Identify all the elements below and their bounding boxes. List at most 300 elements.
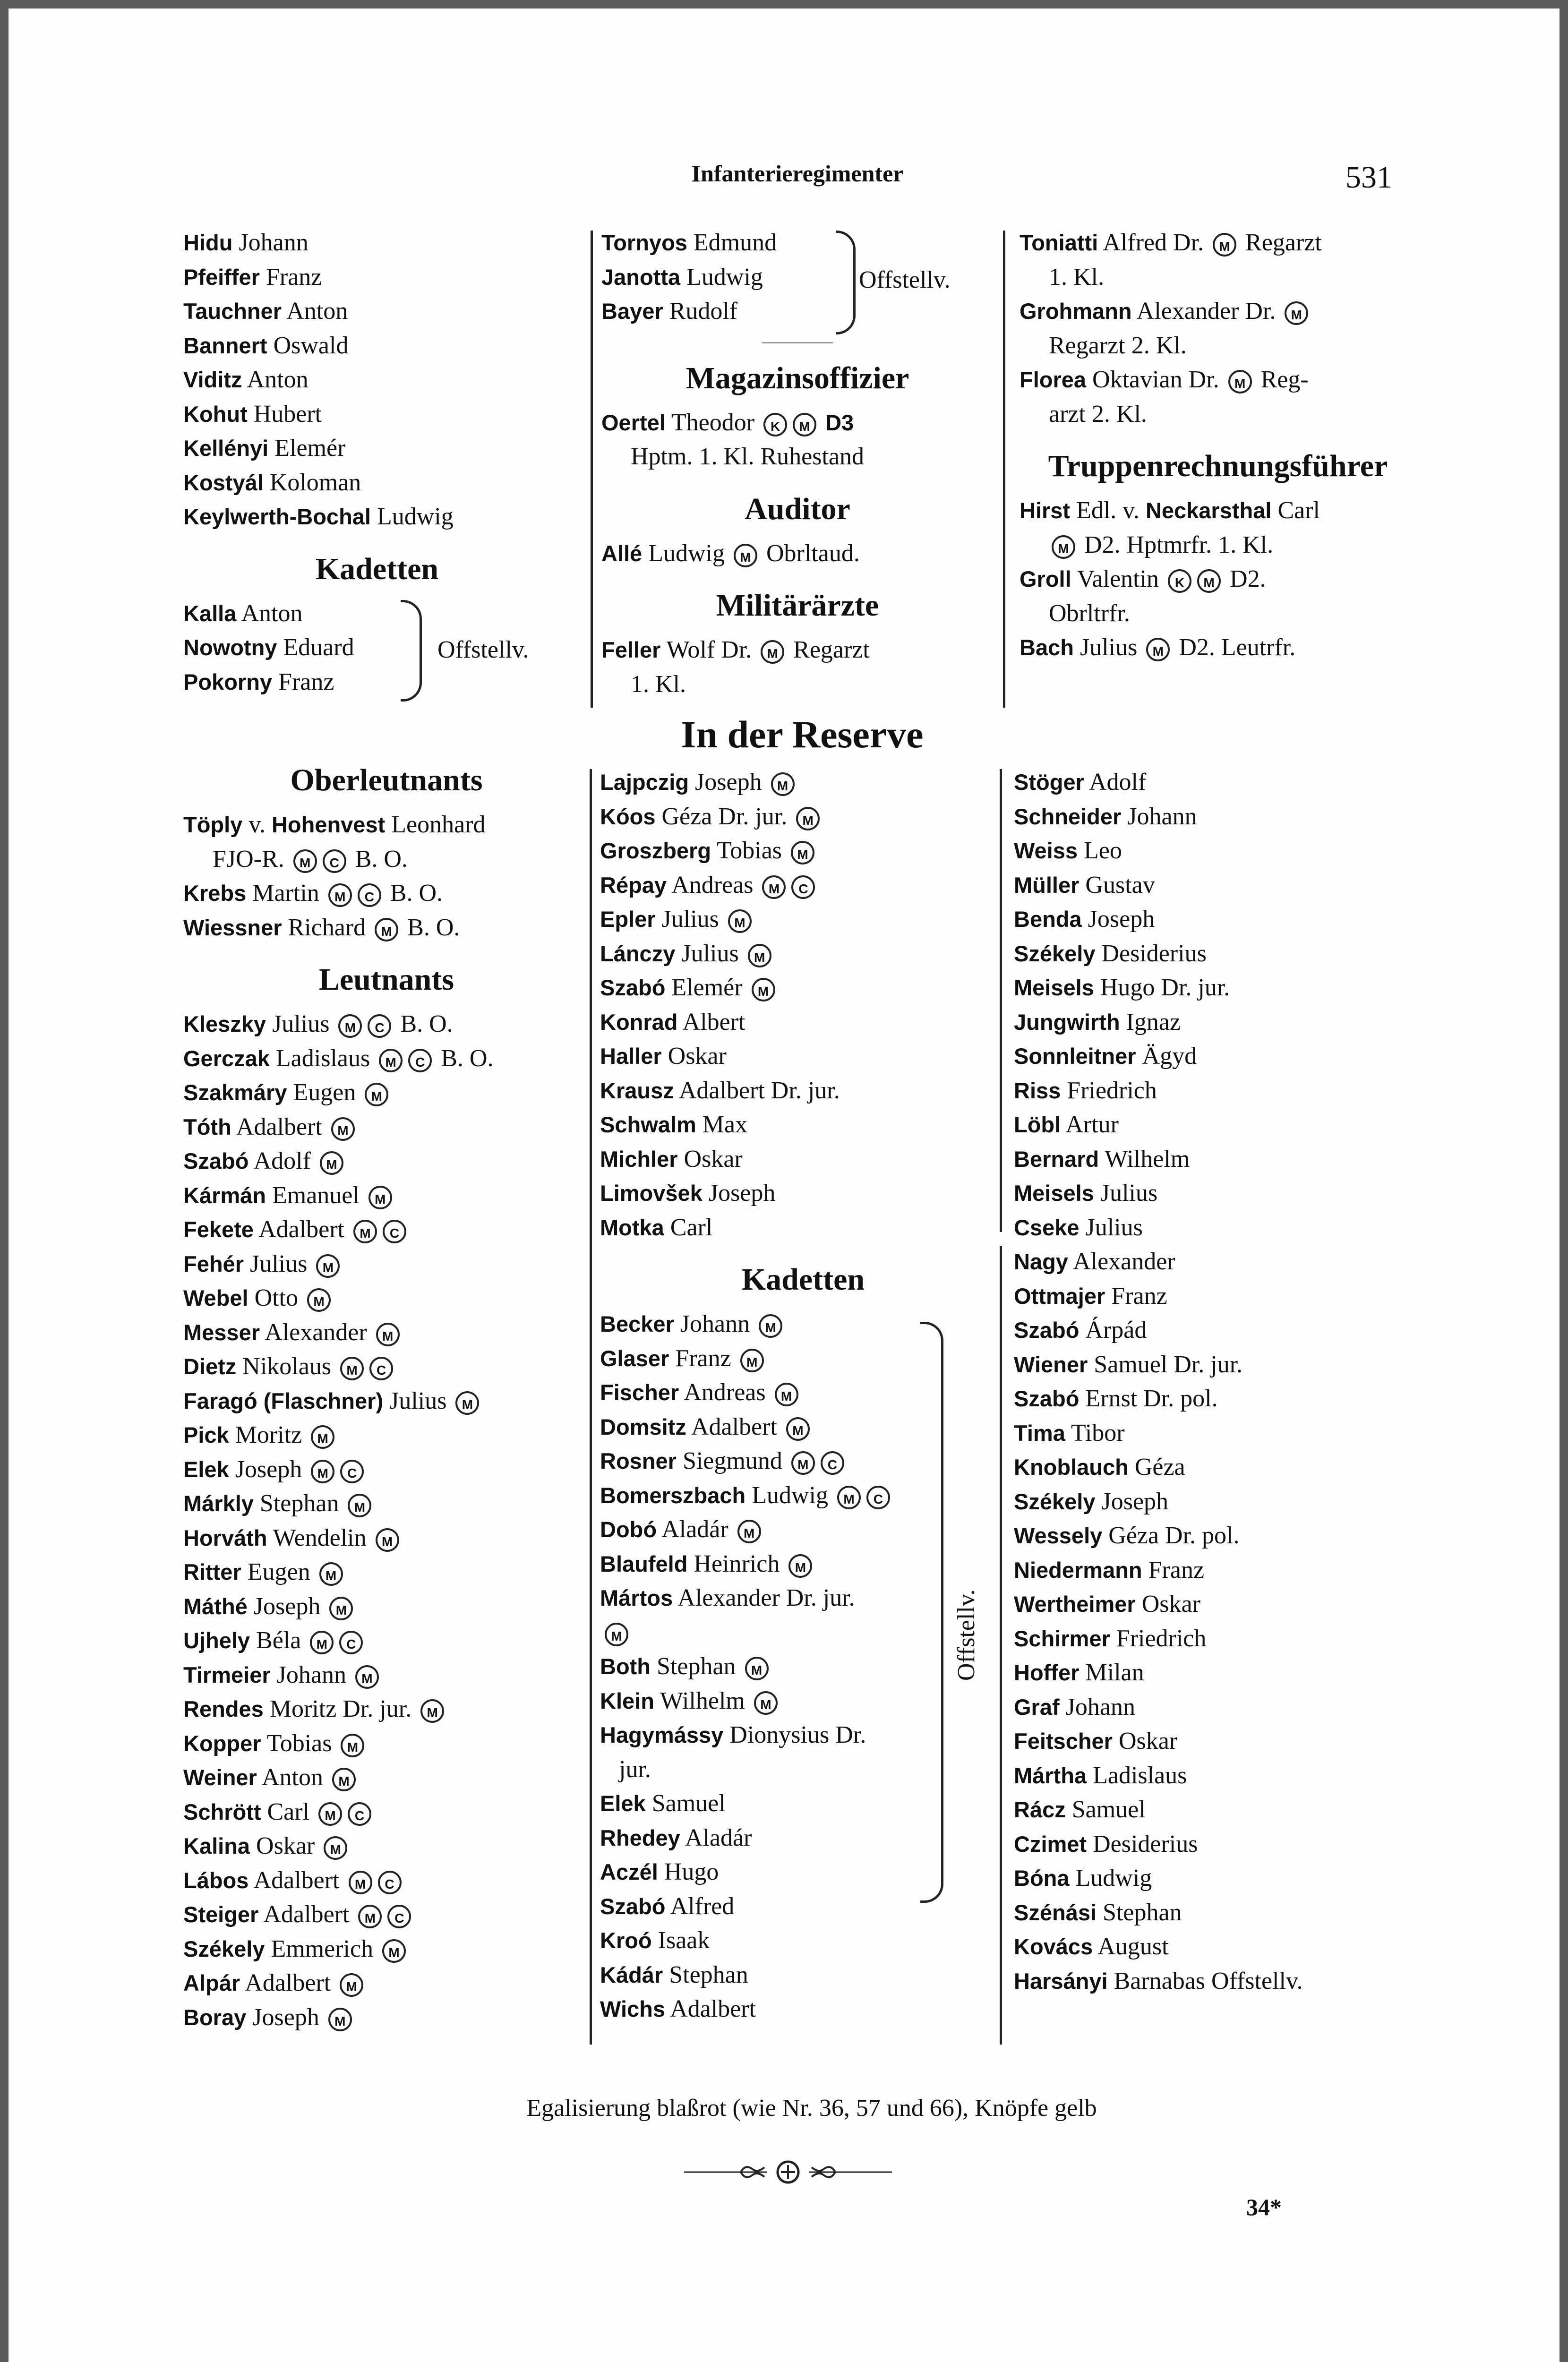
surname: Wessely <box>1014 1523 1103 1548</box>
given-name: Otto <box>254 1284 299 1311</box>
given-name: Edl. v. <box>1076 497 1140 524</box>
surname: Wertheimer <box>1014 1592 1136 1617</box>
given-name: Béla <box>256 1627 301 1654</box>
surname: Webel <box>183 1285 248 1310</box>
surname: Blaufeld <box>600 1551 688 1576</box>
surname: Ottmajer <box>1014 1283 1105 1309</box>
surname: Motka <box>600 1215 664 1240</box>
column-rule <box>1003 231 1005 708</box>
given-name: Ludwig <box>686 263 763 291</box>
entry-line <box>183 808 590 842</box>
page <box>9 9 1559 2362</box>
list-item <box>183 665 571 700</box>
surname: Wichs <box>600 1996 665 2021</box>
section-title-kadetten: Kadetten <box>315 551 439 586</box>
given-name: Milan <box>1085 1659 1144 1686</box>
given-name: Artur <box>1065 1111 1119 1138</box>
m-icon: M <box>311 1425 334 1449</box>
section-title-militaeraerzte: Militärärzte <box>716 588 879 623</box>
surname: Kroó <box>600 1928 652 1953</box>
list-item <box>1014 1176 1439 1211</box>
list-item <box>600 1039 1006 1074</box>
given-name: Rudolf <box>669 298 738 325</box>
surname: Töply <box>183 812 243 837</box>
given-name: Joseph <box>695 769 762 796</box>
surname: Becker <box>600 1311 674 1336</box>
given-name: Tobias <box>717 837 782 864</box>
surname: Horváth <box>183 1525 267 1550</box>
list-item <box>600 1376 1006 1410</box>
surname: Kellényi <box>183 436 269 461</box>
list-item <box>183 1110 590 1145</box>
surname: Bannert <box>183 333 267 358</box>
surname: Máthé <box>183 1593 248 1619</box>
list-item <box>183 597 571 631</box>
given-name: Tibor <box>1071 1419 1125 1446</box>
given-name: Ignaz <box>1126 1008 1181 1036</box>
c-icon: C <box>358 883 381 907</box>
list-item <box>600 1211 1006 1245</box>
surname: Epler <box>600 907 656 932</box>
list-item <box>600 800 1006 834</box>
list-item <box>1014 765 1439 800</box>
entry-line <box>1020 562 1416 597</box>
surname: Nowotny <box>183 635 277 660</box>
brace-note: Offstellv. <box>953 1589 980 1681</box>
m-icon: M <box>341 1734 364 1757</box>
entry-line <box>600 1616 1006 1650</box>
surname: Gerczak <box>183 1045 270 1071</box>
surname: Knoblauch <box>1014 1455 1129 1480</box>
kadetten-list <box>600 1650 1006 1753</box>
entry-line <box>183 876 590 911</box>
surname: Szabó <box>1014 1318 1080 1343</box>
rank: FJO-R. <box>213 845 284 873</box>
list-item <box>600 1855 1006 1890</box>
m-icon: M <box>745 1657 769 1680</box>
m-icon: M <box>771 772 795 796</box>
brace <box>401 600 422 702</box>
given-name: Géza Dr. jur. <box>661 803 788 830</box>
list-item <box>600 1005 1006 1040</box>
list-item <box>601 294 994 329</box>
surname: Konrad <box>600 1009 678 1035</box>
reserve-column-3 <box>1014 765 1439 1998</box>
list-item <box>183 260 571 295</box>
entry-line <box>183 911 590 945</box>
surname: Domsitz <box>600 1414 686 1439</box>
surname: Keylwerth-Bochal <box>183 504 371 529</box>
surname: Kóos <box>600 804 656 829</box>
surname: Bernard <box>1014 1146 1099 1172</box>
given-name: Wilhelm <box>1105 1145 1190 1172</box>
given-name: Oskar <box>1141 1591 1200 1617</box>
list-item <box>183 466 571 500</box>
given-name: Julius <box>1080 634 1138 661</box>
c-icon: C <box>408 1049 432 1072</box>
m-icon: M <box>348 1494 371 1517</box>
surname: Kármán <box>183 1182 266 1208</box>
list-item <box>1014 1896 1439 1930</box>
surname: Toniatti <box>1020 230 1098 255</box>
surname: Rosner <box>600 1448 677 1473</box>
surname: Szabó <box>183 1148 249 1173</box>
list-item <box>600 937 1006 971</box>
surname: Krebs <box>183 881 247 906</box>
given-name: Ladislaus <box>1093 1762 1187 1789</box>
list-item <box>183 1795 590 1830</box>
list-item <box>183 1316 590 1350</box>
separator <box>762 342 833 343</box>
entry-line <box>1020 294 1416 329</box>
surname: Cseke <box>1014 1215 1080 1240</box>
surname: Michler <box>600 1146 678 1172</box>
surname: Viditz <box>183 367 242 392</box>
surname: Benda <box>1014 907 1082 932</box>
list-item <box>183 1624 590 1658</box>
given-name: Aladár <box>661 1516 728 1543</box>
given-name: Adalbert <box>670 1995 756 2022</box>
surname: Hohenvest <box>271 812 386 837</box>
given-name: Carl <box>670 1214 713 1241</box>
entry-line <box>1020 528 1416 563</box>
m-icon: M <box>788 1554 812 1578</box>
m-icon: M <box>737 1520 761 1543</box>
given-name: Joseph <box>1101 1488 1169 1515</box>
m-icon: M <box>340 1357 364 1380</box>
given-name: Joseph <box>235 1455 302 1483</box>
list-item <box>1014 1211 1439 1245</box>
surname: Messer <box>183 1319 260 1345</box>
surname: Schirmer <box>1014 1626 1110 1651</box>
given-name: Moritz <box>235 1421 302 1448</box>
list-item <box>600 1342 1006 1376</box>
list-item <box>1014 800 1439 834</box>
surname: Szabó <box>600 975 666 1000</box>
given-name: Joseph <box>253 1592 321 1620</box>
given-name: Johann <box>276 1661 346 1688</box>
given-name: Richard <box>288 914 366 941</box>
given-name: Aladár <box>685 1824 752 1851</box>
m-icon: M <box>368 1186 392 1209</box>
list-item <box>1014 1622 1439 1656</box>
given-name: Siegmund <box>682 1447 782 1474</box>
surname: Márkly <box>183 1491 254 1516</box>
surname: Tornyos <box>601 230 687 255</box>
c-icon: C <box>821 1451 844 1475</box>
entry-line: Regarzt 2. Kl. <box>1049 332 1187 359</box>
given-name: Ludwig <box>1075 1865 1152 1891</box>
m-icon: M <box>375 918 398 941</box>
surname: Müller <box>1014 872 1080 898</box>
brace <box>836 231 856 334</box>
surname: Sonnleitner <box>1014 1044 1136 1069</box>
surname: Kopper <box>183 1730 261 1756</box>
surname: Mártha <box>1014 1763 1087 1788</box>
surname: Székely <box>1014 1489 1096 1514</box>
entry-line <box>1020 363 1416 397</box>
list-item <box>1014 1690 1439 1725</box>
rank: D2. Hptmrfr. 1. Kl. <box>1084 531 1274 558</box>
entry-line: jur. <box>619 1755 651 1783</box>
list-item <box>1014 1485 1439 1519</box>
surname: Wiessner <box>183 915 282 940</box>
ornament-icon <box>684 2153 892 2191</box>
list-item <box>183 363 571 397</box>
given-name: Gustav <box>1085 871 1155 899</box>
list-item <box>600 1410 1006 1445</box>
list-item <box>600 1479 1006 1513</box>
given-name: Theodor <box>671 409 755 436</box>
surname: Janotta <box>601 264 681 290</box>
list-item <box>600 765 1006 800</box>
m-icon: M <box>310 1631 334 1654</box>
list-item <box>1014 1930 1439 1964</box>
m-icon: M <box>320 1151 343 1175</box>
given-name: Alexander <box>1073 1248 1175 1275</box>
c-icon: C <box>387 1905 411 1928</box>
list-item <box>1014 971 1439 1005</box>
list-item <box>600 1176 1006 1211</box>
rank-code: D3 <box>825 410 854 435</box>
m-icon: M <box>355 1665 379 1689</box>
list-item <box>1014 1348 1439 1382</box>
surname: Both <box>600 1654 651 1679</box>
given-name: Julius <box>272 1010 330 1037</box>
list-item <box>183 397 571 432</box>
list-item <box>1014 1827 1439 1862</box>
m-icon: M <box>759 1314 782 1338</box>
section-title-leutnants: Leutnants <box>318 962 454 997</box>
surname: Steiger <box>183 1902 259 1927</box>
given-name: Adalbert Dr. jur. <box>678 1077 840 1104</box>
given-name: Franz <box>266 263 322 291</box>
column-rule <box>591 231 593 708</box>
surname: Szénási <box>1014 1900 1097 1925</box>
given-name: Albert <box>682 1008 745 1036</box>
given-name: Oskar <box>1118 1728 1178 1754</box>
surname: Hoffer <box>1014 1660 1080 1685</box>
surname: Löbl <box>1014 1112 1061 1137</box>
list-item <box>183 1007 590 1042</box>
surname: Kovács <box>1014 1934 1093 1959</box>
given-name: v. <box>248 811 266 838</box>
list-item <box>600 1581 1006 1616</box>
list-item <box>183 1966 590 2001</box>
list-item <box>600 1108 1006 1142</box>
given-name: Stephan <box>657 1653 736 1680</box>
surname: Schwalm <box>600 1112 696 1137</box>
c-icon: C <box>323 849 346 873</box>
given-name: Barnabas Offstellv. <box>1114 1967 1303 1994</box>
list-item <box>183 1658 590 1693</box>
m-icon: M <box>340 1973 363 1997</box>
section-title-oberleutnants: Oberleutnants <box>290 763 483 797</box>
surname: Limovšek <box>600 1181 703 1206</box>
page-number: 531 <box>1345 160 1392 195</box>
brace-note: Offstellv. <box>859 266 951 293</box>
surname: Feller <box>601 637 661 662</box>
entry-line <box>1020 226 1416 260</box>
section-title-magazinsoffizier: Magazinsoffizier <box>685 360 909 395</box>
surname: Dietz <box>183 1354 237 1379</box>
status: B. O. <box>390 880 443 907</box>
surname: Tauchner <box>183 299 282 324</box>
entry-line: Hptm. 1. Kl. Ruhestand <box>631 443 864 470</box>
list-item <box>183 1076 590 1110</box>
list-item <box>600 1650 1006 1684</box>
surname: Aczél <box>600 1859 658 1884</box>
list-item <box>600 1547 1006 1582</box>
list-item <box>183 1042 590 1076</box>
surname: Meisels <box>1014 975 1094 1000</box>
surname: Hagymássy <box>600 1722 724 1747</box>
entry-line <box>1020 494 1416 528</box>
list-item <box>600 902 1006 937</box>
entry-line: 1. Kl. <box>631 670 686 698</box>
top-column-1 <box>183 226 571 699</box>
given-name: Hubert <box>253 400 322 428</box>
list-item <box>1014 1793 1439 1827</box>
m-icon: M <box>455 1391 479 1415</box>
surname: Jungwirth <box>1014 1009 1120 1035</box>
rank: Regarzt <box>793 636 870 663</box>
given-name: Ernst Dr. pol. <box>1085 1385 1218 1412</box>
given-name: Julius <box>1085 1214 1143 1241</box>
m-icon: M <box>307 1288 331 1312</box>
surname: Pick <box>183 1422 229 1447</box>
list-item <box>1014 1519 1439 1553</box>
surname: Szakmáry <box>183 1080 287 1105</box>
list-item <box>183 1213 590 1247</box>
list-item <box>1014 1382 1439 1416</box>
given-name: Eduard <box>283 634 354 661</box>
surname: Boray <box>183 2004 247 2030</box>
surname: Kalina <box>183 1833 250 1858</box>
section-title-truppenrechnungsfuehrer: Truppenrechnungsführer <box>1048 449 1388 483</box>
m-icon: M <box>376 1323 400 1346</box>
surname: Wiener <box>1014 1352 1088 1377</box>
list-item <box>1014 1142 1439 1177</box>
m-icon: M <box>837 1486 861 1509</box>
given-name: Adalbert <box>245 1969 331 1996</box>
list-item <box>1014 1313 1439 1348</box>
column-rule <box>590 769 592 2045</box>
given-name: Árpád <box>1085 1317 1147 1344</box>
given-name: Friedrich <box>1116 1625 1207 1652</box>
given-name: Franz <box>1111 1282 1167 1309</box>
m-icon: M <box>734 544 757 567</box>
surname: Elek <box>600 1791 646 1816</box>
given-name: Ludwig <box>648 539 725 567</box>
reserve-column-1 <box>183 760 590 2035</box>
m-icon: M <box>376 1528 399 1552</box>
surname: Dobó <box>600 1517 657 1542</box>
given-name: Julius <box>250 1250 308 1277</box>
given-name: Stephan <box>1103 1899 1182 1926</box>
list-item <box>1014 937 1439 971</box>
c-icon: C <box>378 1871 402 1894</box>
given-name: Adalbert <box>263 1901 350 1928</box>
c-icon: C <box>866 1486 890 1509</box>
rank: Regarzt <box>1245 229 1322 256</box>
given-name: Max <box>702 1111 748 1138</box>
surname: Elek <box>183 1456 229 1482</box>
entry-line: arzt 2. Kl. <box>1049 400 1147 428</box>
surname: Groszberg <box>600 838 711 863</box>
given-name: Oswald <box>273 332 349 359</box>
m-icon: M <box>358 1905 382 1928</box>
c-icon: C <box>383 1220 406 1243</box>
m-icon: M <box>791 841 814 864</box>
list-item <box>183 1418 590 1453</box>
top-column-3 <box>1020 226 1416 665</box>
m-icon: M <box>379 1049 403 1072</box>
leutnants-list <box>183 1007 590 2035</box>
given-name: Nikolaus <box>242 1353 332 1380</box>
given-name: Eugen <box>247 1558 310 1585</box>
m-icon: M <box>353 1220 377 1243</box>
given-name: Koloman <box>269 469 361 496</box>
list-item <box>183 431 571 466</box>
given-name: Joseph <box>252 2003 319 2031</box>
m-icon: M <box>740 1349 764 1372</box>
given-name: Hugo <box>664 1858 719 1885</box>
given-name: Julius <box>389 1387 447 1414</box>
list-item <box>183 329 571 363</box>
list-item <box>1014 1279 1439 1314</box>
surname: Allé <box>601 540 643 566</box>
list-item <box>1014 834 1439 868</box>
m-icon: M <box>328 2008 352 2031</box>
given-name: Samuel <box>651 1790 726 1817</box>
entry-line <box>183 842 590 877</box>
surname: Ujhely <box>183 1628 250 1653</box>
c-icon: C <box>791 875 815 899</box>
m-icon: M <box>748 944 771 967</box>
brace <box>920 1322 943 1903</box>
given-name: Andreas <box>684 1379 766 1406</box>
given-name: Desiderius <box>1101 940 1207 967</box>
c-icon: C <box>340 1460 364 1483</box>
list-item <box>183 2001 590 2035</box>
surname: Ritter <box>183 1559 241 1584</box>
surname: Grohmann <box>1020 299 1132 324</box>
m-icon: M <box>319 1562 343 1586</box>
surname: Kleszky <box>183 1011 266 1036</box>
m-icon: M <box>775 1383 798 1406</box>
m-icon: M <box>349 1871 372 1894</box>
list-item <box>600 1992 1006 2027</box>
list-item <box>600 1444 1006 1479</box>
c-icon: C <box>339 1631 363 1654</box>
given-name: Eugen <box>293 1079 356 1106</box>
surname: Schneider <box>1014 804 1122 829</box>
m-icon: M <box>1285 301 1308 325</box>
given-name: Wendelin <box>273 1524 367 1551</box>
surname: Klein <box>600 1688 654 1713</box>
given-name: Alfred Dr. <box>1103 229 1204 256</box>
list-item <box>183 1247 590 1282</box>
list-item <box>600 1307 1006 1342</box>
status: B. O. <box>400 1010 453 1037</box>
top-column-2 <box>601 226 994 702</box>
section-title-kadetten: Kadetten <box>741 1262 865 1297</box>
running-header: Infanterieregimenter <box>691 160 904 187</box>
given-name: Johann <box>1065 1693 1135 1720</box>
given-name: Martin <box>252 880 319 907</box>
m-icon: M <box>791 1451 815 1475</box>
